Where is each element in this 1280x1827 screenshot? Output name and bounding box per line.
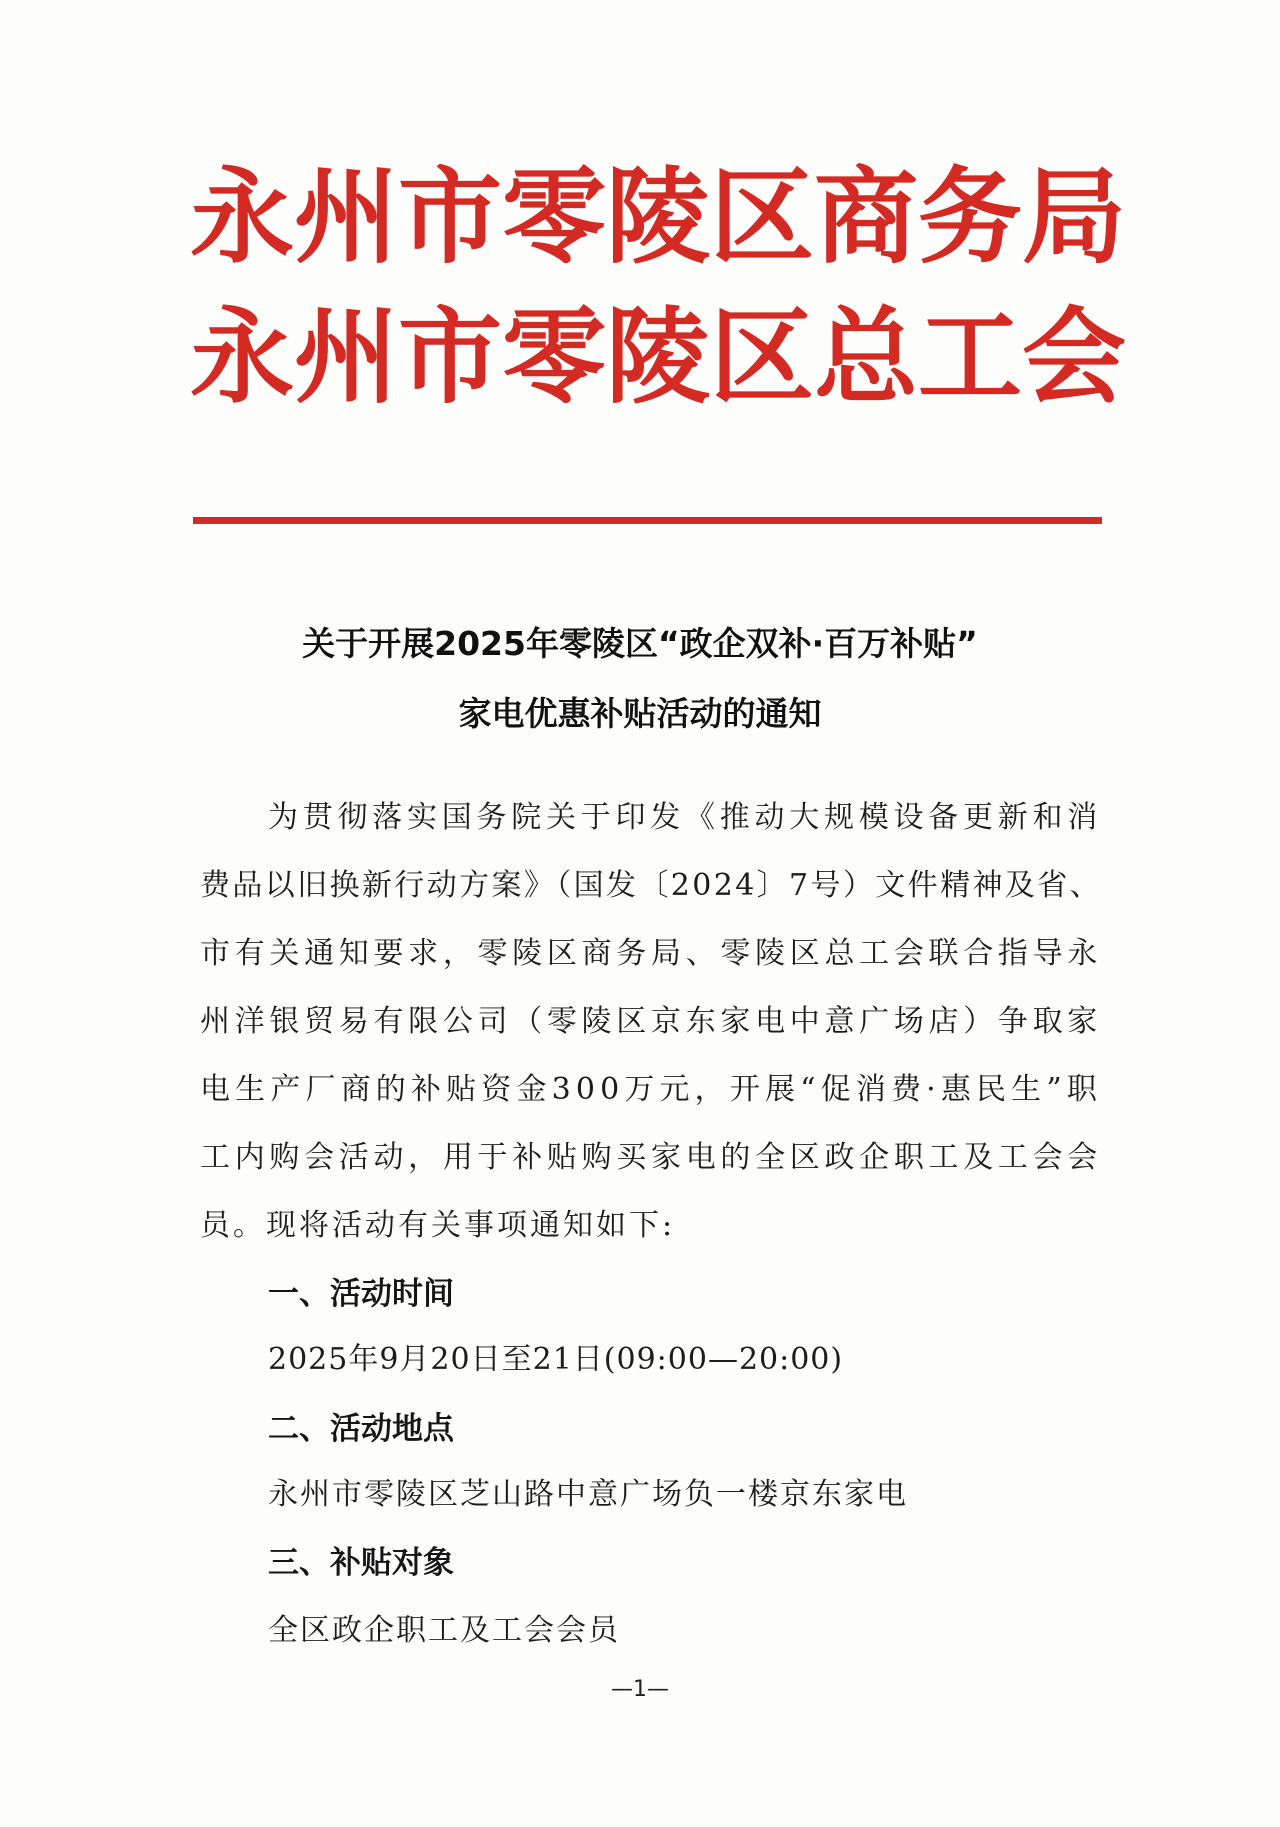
masthead-trade-union <box>190 295 1127 418</box>
masthead-char: 总 <box>814 295 919 418</box>
page-number: —1— <box>611 1677 669 1702</box>
masthead-char: 区 <box>710 295 815 418</box>
intro-line: 工内购会活动，用于补贴购买家电的全区政企职工及工会会 <box>200 1140 1102 1175</box>
masthead-char: 陵 <box>606 155 711 278</box>
masthead-char: 零 <box>502 295 607 418</box>
masthead-char: 州 <box>294 155 399 278</box>
document-title-line-2: 家电优惠补贴活动的通知 <box>458 694 822 733</box>
masthead-char: 州 <box>294 295 399 418</box>
section-content-time: 2025年9月20日至21日(09:00—20:00) <box>268 1342 844 1377</box>
masthead-char: 区 <box>710 155 815 278</box>
masthead-char: 市 <box>398 295 503 418</box>
section-heading-target: 三、补贴对象 <box>268 1545 454 1581</box>
masthead-char: 工 <box>918 295 1023 418</box>
masthead-char: 务 <box>918 155 1023 278</box>
section-heading-location: 二、活动地点 <box>268 1411 454 1447</box>
red-header-rule <box>193 517 1102 524</box>
intro-line: 为贯彻落实国务院关于印发《推动大规模设备更新和消 <box>268 800 1102 835</box>
masthead-char: 商 <box>814 155 919 278</box>
section-heading-time: 一、活动时间 <box>268 1276 454 1312</box>
masthead-char: 局 <box>1022 155 1127 278</box>
intro-line: 费品以旧换新行动方案》（国发〔2024〕7号）文件精神及省、 <box>200 868 1102 903</box>
section-content-target: 全区政企职工及工会会员 <box>268 1613 620 1648</box>
masthead-char: 市 <box>398 155 503 278</box>
masthead-char: 会 <box>1022 295 1127 418</box>
intro-line: 州洋银贸易有限公司（零陵区京东家电中意广场店）争取家 <box>200 1004 1102 1039</box>
masthead-char: 永 <box>190 295 295 418</box>
intro-line: 市有关通知要求，零陵区商务局、零陵区总工会联合指导永 <box>200 936 1102 971</box>
section-content-location: 永州市零陵区芝山路中意广场负一楼京东家电 <box>268 1477 908 1512</box>
masthead-char: 陵 <box>606 295 711 418</box>
masthead-char: 永 <box>190 155 295 278</box>
intro-line: 员。现将活动有关事项通知如下: <box>200 1208 676 1243</box>
document-title-line-1: 关于开展2025年零陵区“政企双补·百万补贴” <box>302 624 978 663</box>
masthead-commerce-bureau <box>190 155 1127 278</box>
masthead-char: 零 <box>502 155 607 278</box>
intro-line: 电生产厂商的补贴资金300万元，开展“促消费·惠民生”职 <box>200 1072 1102 1107</box>
